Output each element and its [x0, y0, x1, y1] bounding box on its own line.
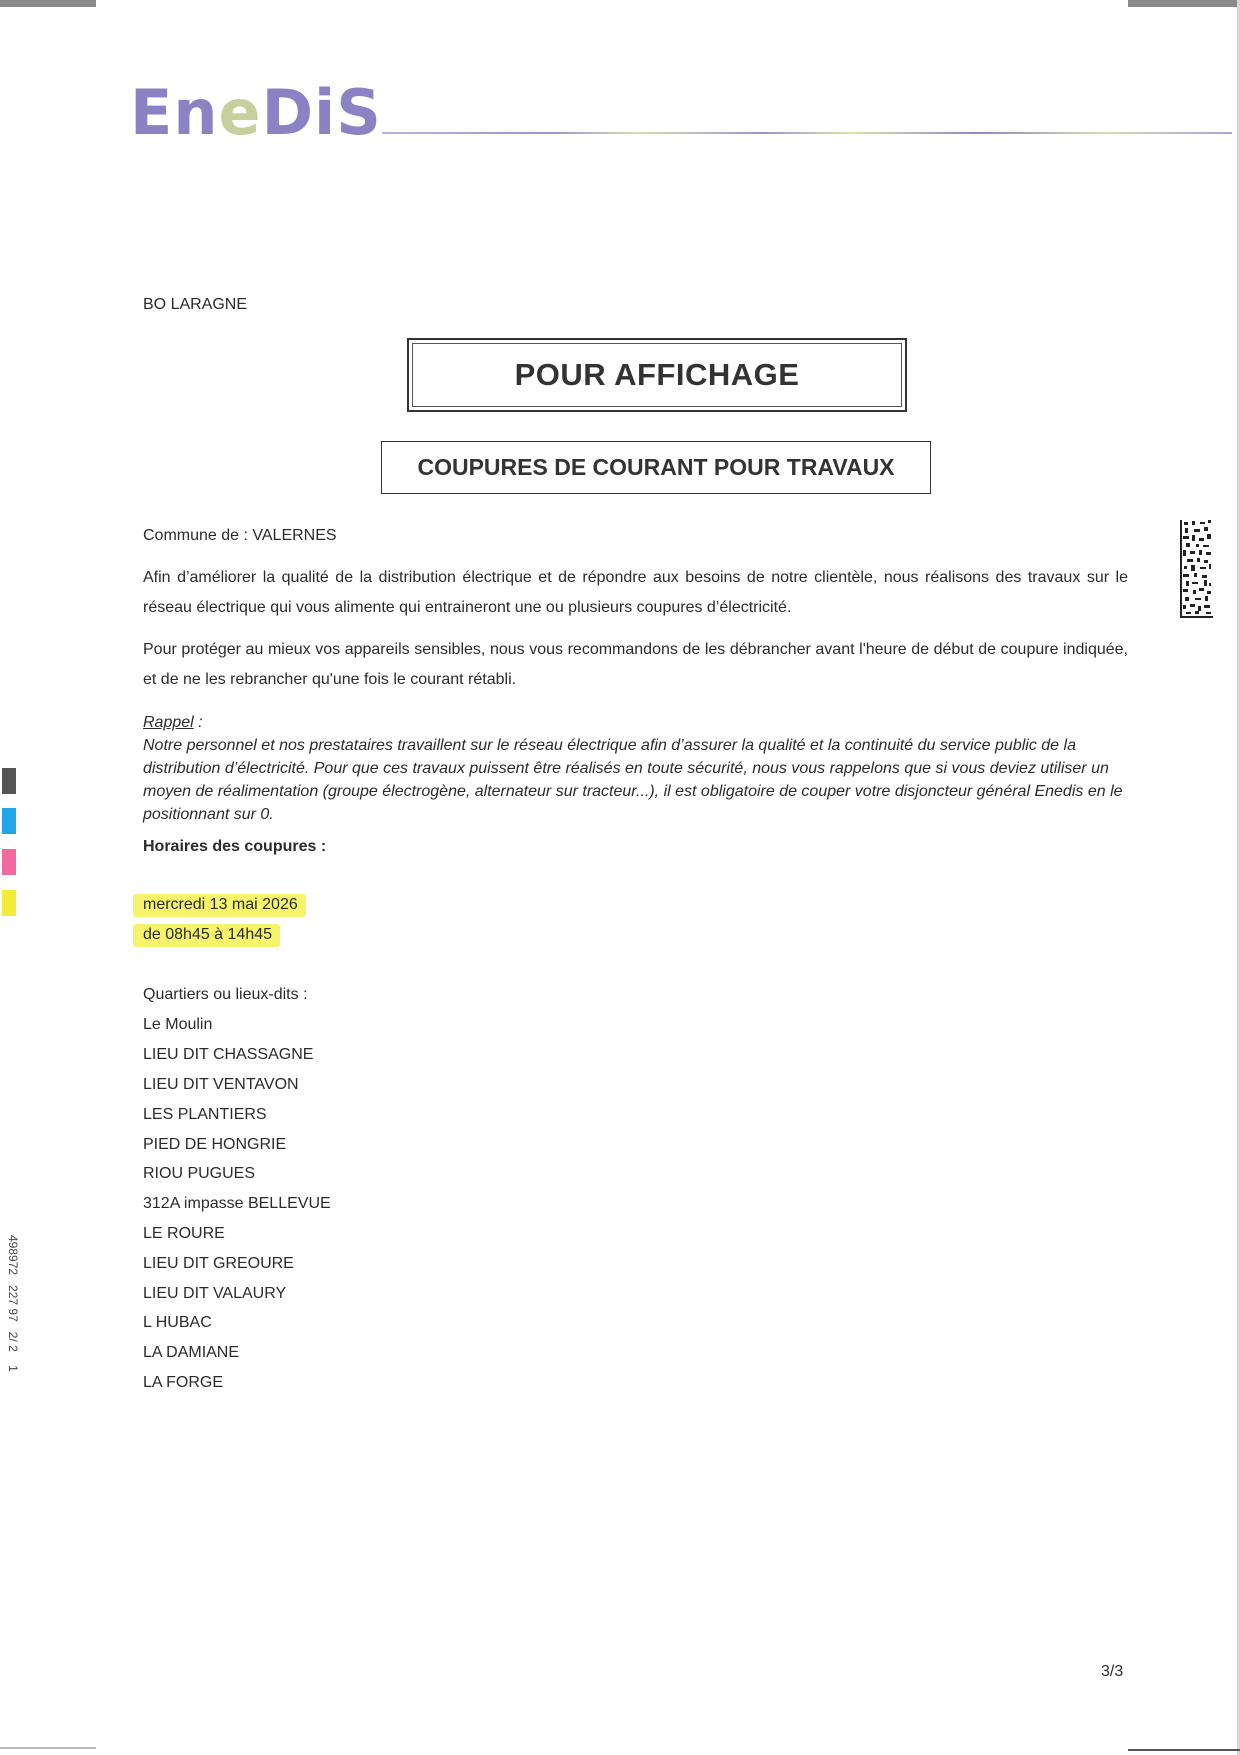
rappel-colon: : — [193, 714, 203, 731]
list-item: LIEU DIT VENTAVON — [143, 1076, 299, 1093]
scan-bottom-line-left — [0, 1747, 96, 1749]
swatch-yellow — [2, 890, 16, 916]
rappel-heading — [143, 711, 1123, 734]
list-item: RIOU PUGUES — [143, 1165, 256, 1182]
swatch-cyan — [2, 808, 16, 834]
schedule-heading: Horaires des coupures : — [143, 838, 327, 855]
rappel-text: Notre personnel et nos prestataires travaillent sur le réseau électrique afin d’assurer la qualité et la continuité du service public de la distribution d’électricité. Pour que ces travaux puissent être réalisés en toute sécurité, nous vous rappelons que si vous deviez utiliser un moyen de réalimentation (groupe électrogène, alternateur sur tracteur...), il est obligatoire de couper votre disjoncteur général Enedis en le positionnant sur 0. — [143, 737, 1123, 823]
list-item: LIEU DIT VALAURY — [143, 1285, 287, 1302]
logo-rule — [382, 132, 1232, 134]
list-item: LES PLANTIERS — [143, 1106, 267, 1123]
scan-bottom-line-right — [1128, 1749, 1240, 1751]
intro-paragraph: Afin d’améliorer la qualité de la distribution électrique et de répondre aux besoins de notre clientèle, nous réalisons des travaux sur le réseau électrique qui vous alimente qui entraineront une ou plusieurs coupures d’électricité. — [143, 569, 1128, 616]
side-code: 498972 227 97 2/ 2 1 — [6, 1235, 20, 1372]
list-item: Le Moulin — [143, 1016, 213, 1033]
commune-line: Commune de : VALERNES — [143, 527, 337, 544]
list-item: L HUBAC — [143, 1314, 212, 1331]
list-item: LE ROURE — [143, 1225, 225, 1242]
list-item: 312A impasse BELLEVUE — [143, 1195, 331, 1212]
office-name: BO LARAGNE — [143, 296, 248, 313]
advice-paragraph: Pour protéger au mieux vos appareils sensibles, nous vous recommandons de les débrancher avant l'heure de début de coupure indiquée, et de ne les rebrancher qu'une fois le courant rétabli. — [143, 641, 1128, 688]
title-box — [407, 338, 907, 412]
list-item: PIED DE HONGRIE — [143, 1136, 287, 1153]
schedule-date-text: mercredi 13 mai 2026 — [133, 894, 306, 917]
datamatrix-code-icon — [1180, 520, 1213, 618]
page-number: 3/3 — [1101, 1663, 1124, 1680]
rappel-label: Rappel — [143, 714, 194, 731]
rappel-block — [143, 711, 1123, 826]
list-item: LIEU DIT CHASSAGNE — [143, 1046, 314, 1063]
subtitle-text: COUPURES DE COURANT POUR TRAVAUX — [417, 454, 895, 480]
enedis-logo: EneDiS — [130, 76, 382, 149]
scan-bar-top-right — [1128, 0, 1240, 7]
swatch-gray — [2, 768, 16, 794]
locations-heading: Quartiers ou lieux-dits : — [143, 986, 308, 1003]
schedule-time-text: de 08h45 à 14h45 — [133, 924, 280, 947]
schedule-date — [143, 895, 306, 914]
list-item: LA FORGE — [143, 1374, 224, 1391]
list-item: LA DAMIANE — [143, 1344, 240, 1361]
scan-bar-top-left — [0, 0, 96, 7]
swatch-magenta — [2, 849, 16, 875]
schedule-time — [143, 925, 280, 944]
title-text: POUR AFFICHAGE — [514, 357, 800, 392]
list-item: LIEU DIT GREOURE — [143, 1255, 294, 1272]
subtitle-box — [381, 441, 931, 494]
